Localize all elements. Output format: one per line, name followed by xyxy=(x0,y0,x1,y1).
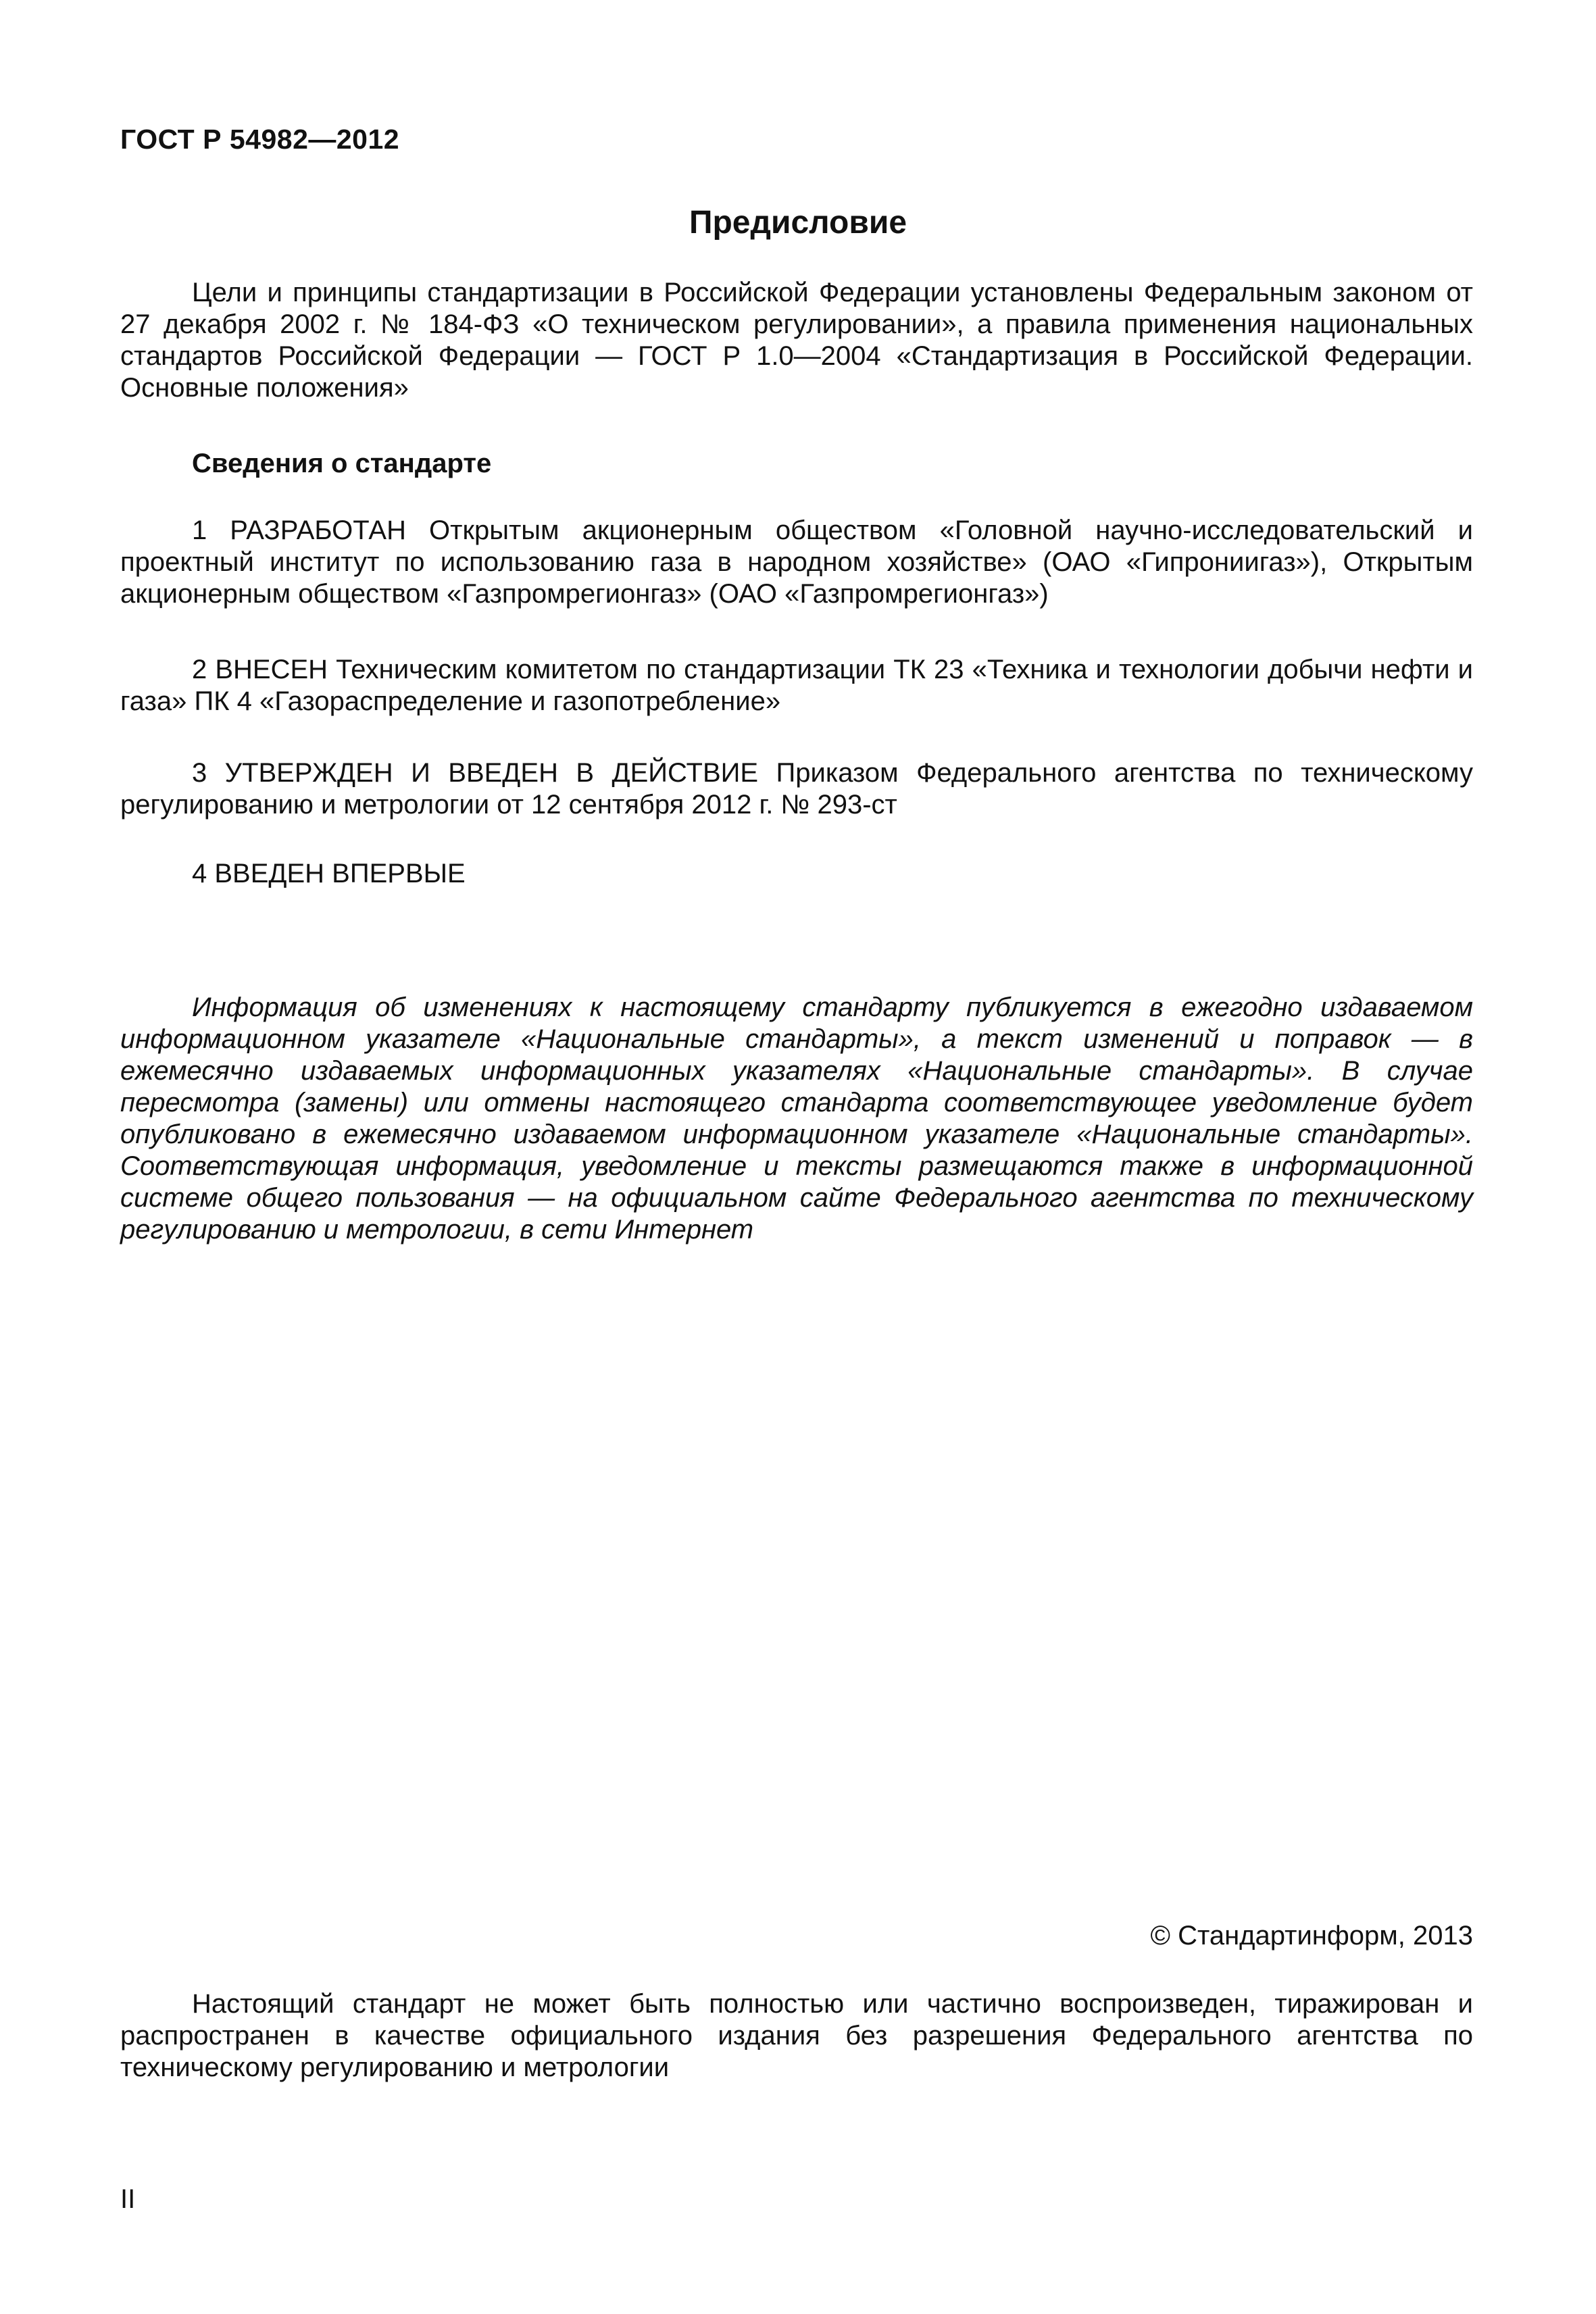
info-item-4: 4 ВВЕДЕН ВПЕРВЫЕ xyxy=(192,859,466,888)
info-item-1: 1 РАЗРАБОТАН Открытым акционерным обществом «Головной научно-исследовательский и проектный институт по использованию газа в народном хозяйстве» (ОАО «Гипрониигаз»), Открытым акционерным обществом «Газпромрегионгаз» (ОАО «Газпромрегионгаз») xyxy=(120,515,1473,609)
intro-paragraph: Цели и принципы стандартизации в Российской Федерации установлены Федеральным законом от 27 декабря 2002 г. № 184-ФЗ «О техническом регулировании», а правила применения национальных стандартов Российской Федерации — ГОСТ Р 1.0—2004 «Стандартизация в Российской Федерации. Основные положения» xyxy=(120,278,1473,403)
page-title: Предисловие xyxy=(689,205,907,241)
changes-notice: Информация об изменениях к настоящему стандарту публикуется в ежегодно издаваемом информационном указателе «Национальные стандарты», а текст изменений и поправок — в ежемесячно издаваемых информационных указателях «Национальные стандарты». В случае пересмотра (замены) или отмены настоящего стандарта соответствующее уведомление будет опубликовано в ежемесячно издаваемом информационном указателе «Национальные стандарты». Соответствующая информация, уведомление и тексты размещаются также в информационной системе общего пользования — на официальном сайте Федерального агентства по техническому регулированию и метрологии, в сети Интернет xyxy=(120,992,1473,1244)
info-item-2: 2 ВНЕСЕН Техническим комитетом по стандартизации ТК 23 «Техника и технологии добычи нефти и газа» ПК 4 «Газораспределение и газопотребление» xyxy=(120,655,1473,716)
copyright-line: © Стандартинформ, 2013 xyxy=(1150,1921,1473,1951)
standard-code-header: ГОСТ Р 54982—2012 xyxy=(120,124,400,155)
info-heading: Сведения о стандарте xyxy=(192,449,492,478)
reproduction-notice: Настоящий стандарт не может быть полностью или частично воспроизведен, тиражирован и распространен в качестве официального издания без разрешения Федерального агентства по техническому регулированию и метрологии xyxy=(120,1989,1473,2082)
info-item-3: 3 УТВЕРЖДЕН И ВВЕДЕН В ДЕЙСТВИЕ Приказом Федерального агентства по техническому регулированию и метрологии от 12 сентября 2012 г. № 293-ст xyxy=(120,758,1473,820)
page-number: II xyxy=(120,2184,136,2214)
